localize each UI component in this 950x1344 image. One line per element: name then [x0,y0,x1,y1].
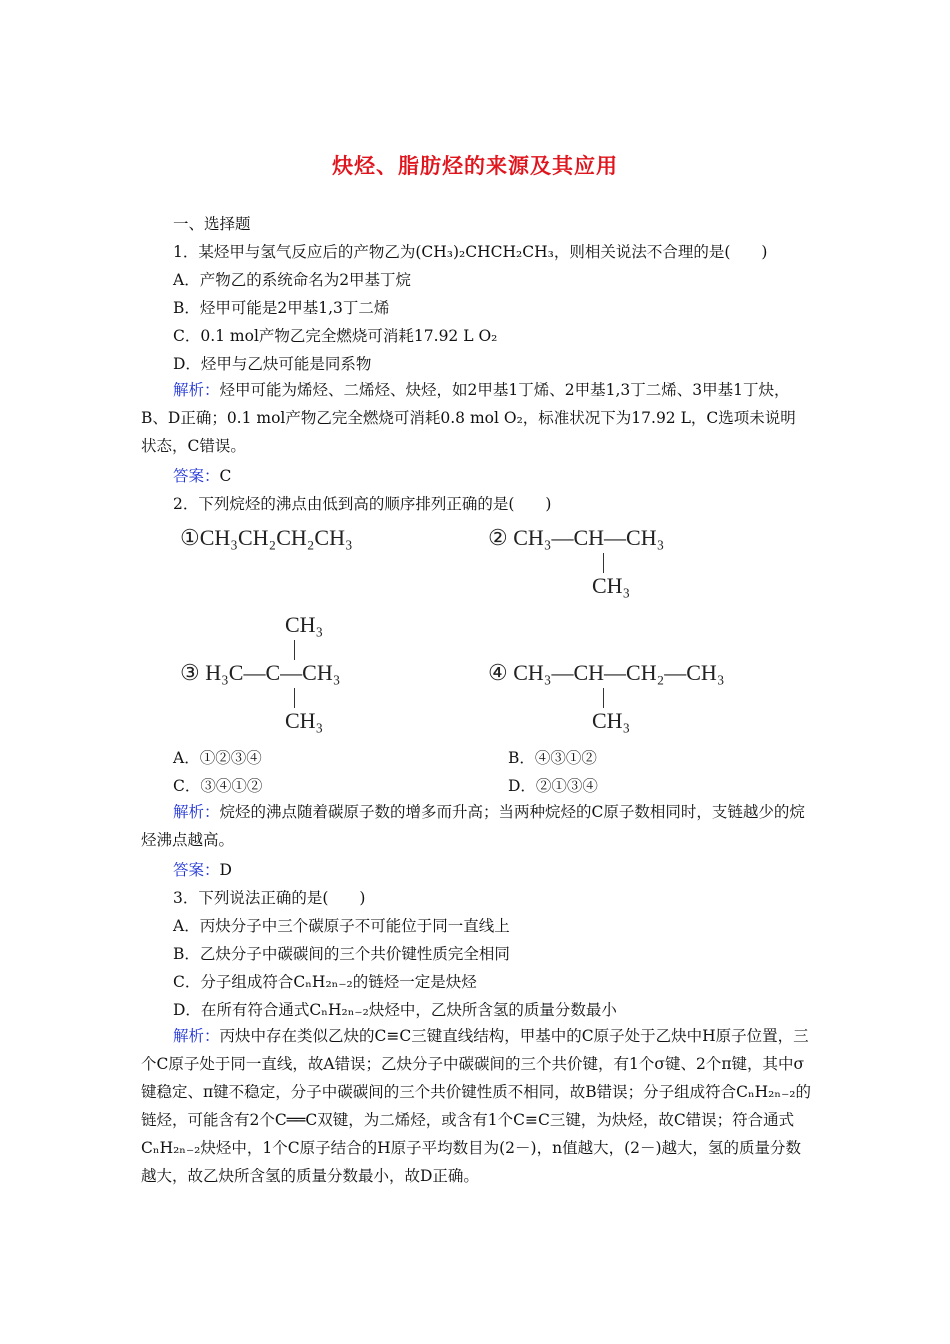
q2-option-b: B．④③①② [508,749,597,767]
structure-2-number: ② [488,525,508,550]
q2-answer [173,860,232,880]
structure-2-branch: CH₃ [592,573,631,598]
structure-2-bond [603,553,604,573]
structure-1-number: ① [180,525,200,550]
q2-analysis-label: 解析： [173,803,220,821]
structure-4-number: ④ [488,660,508,685]
q1-option-c: C．0.1 mol产物乙完全燃烧可消耗17.92 L O₂ [173,327,498,345]
structure-2-main: CH₃—CH—CH₃ [513,525,665,550]
q3-option-a: A．丙炔分子中三个碳原子不可能位于同一直线上 [173,917,510,935]
q3-option-c: C．分子组成符合CₙH₂ₙ₋₂的链烃一定是炔烃 [173,973,477,991]
q2-analysis-text: 烷烃的沸点随着碳原子数的增多而升高；当两种烷烃的C原子数相同时，支链越少的烷烃沸点越高。 [141,803,805,849]
structure-4-bond [603,688,604,708]
q1-stem: 1．某烃甲与氢气反应后的产物乙为(CH₃)₂CHCH₂CH₃，则相关说法不合理的是( ) [173,243,768,261]
structure-3-bottom: CH₃ [285,708,324,733]
q3-option-b: B．乙炔分子中碳碳间的三个共价键性质完全相同 [173,945,510,963]
q1-analysis-text: 烃甲可能为烯烃、二烯烃、炔烃，如2甲基1丁烯、2甲基1,3丁二烯、3甲基1丁炔，B、D正确；0.1 mol产物乙完全燃烧可消耗0.8 mol O₂，标准状况下为17.92 L，C选项未说明状态，C错误。 [141,381,796,455]
q1-analysis [141,376,811,460]
q3-analysis [141,1022,811,1190]
q2-option-c: C．③④①② [173,777,263,795]
q1-option-a: A．产物乙的系统命名为2甲基丁烷 [173,271,412,289]
structure-4-branch: CH₃ [592,708,631,733]
structure-1-formula: CH₃CH₂CH₂CH₃ [199,525,353,550]
q1-answer [173,466,231,486]
section-heading: 一、选择题 [173,215,251,233]
structure-1 [180,525,353,551]
q1-option-b: B．烃甲可能是2甲基1,3丁二烯 [173,299,390,317]
q2-option-d: D．②①③④ [508,777,598,795]
q3-option-d: D．在所有符合通式CₙH₂ₙ₋₂炔烃中，乙炔所含氢的质量分数最小 [173,1001,617,1019]
q2-option-a: A．①②③④ [173,749,262,767]
structure-3-number: ③ [180,660,200,685]
q2-analysis [141,798,811,854]
structure-4-main: CH₃—CH—CH₂—CH₃ [513,660,725,685]
page-title: 炔烃、脂肪烃的来源及其应用 [332,154,618,178]
q3-stem: 3．下列说法正确的是( ) [173,889,366,907]
structure-3-bond-top [294,640,295,660]
q2-stem: 2．下列烷烃的沸点由低到高的顺序排列正确的是( ) [173,495,552,513]
q3-analysis-text: 丙炔中存在类似乙炔的C≡C三键直线结构，甲基中的C原子处于乙炔中H原子位置，三个C原子处于同一直线，故A错误；乙炔分子中碳碳间的三个共价键，有1个σ键、2个π键，其中σ键稳定、π键不稳定，分子中碳碳间的三个共价键性质不相同，故B错误；分子组成符合CₙH₂ₙ₋₂的链烃，可能含有2个C══C双键，为二烯烃，或含有1个C≡C三键，为炔烃，故C错误；符合通式CₙH₂ₙ₋₂炔烃中，1个C原子结合的H原子平均数目为(2－)，n值越大，(2－)越大，氢的质量分数越大，故乙炔所含氢的质量分数最小，故D正确。 [141,1027,811,1185]
q1-analysis-label: 解析： [173,381,220,399]
q3-analysis-label: 解析： [173,1027,220,1045]
q1-answer-label: 答案： [173,467,220,485]
structure-3-bond-bottom [294,688,295,708]
structure-3 [180,660,340,686]
q2-answer-value: D [219,861,232,879]
structure-3-top: CH₃ [285,612,324,637]
q1-answer-value: C [219,467,232,485]
q1-option-d: D．烃甲与乙炔可能是同系物 [173,355,372,373]
structure-4 [488,660,725,686]
q2-answer-label: 答案： [173,861,220,879]
structure-3-main: H₃C—C—CH₃ [205,660,341,685]
structure-2 [488,525,664,551]
